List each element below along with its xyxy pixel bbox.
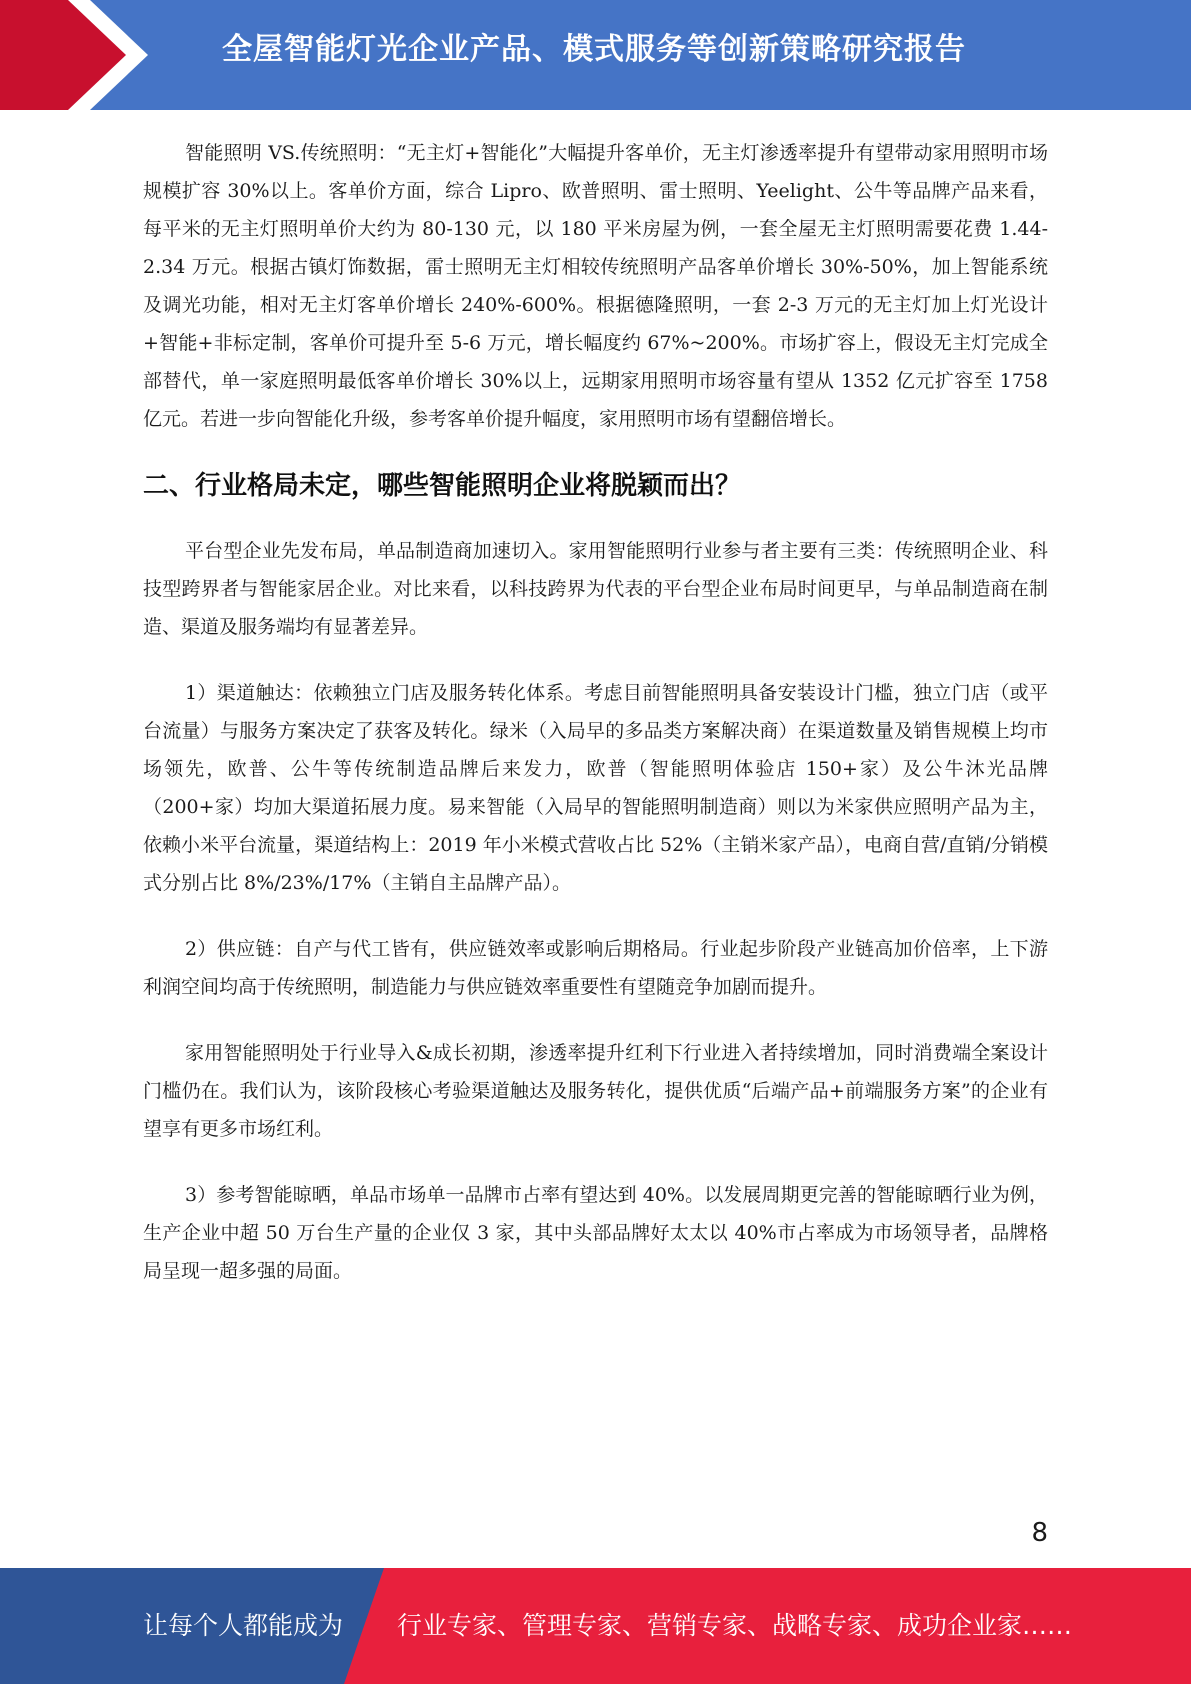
section-heading: 二、行业格局未定，哪些智能照明企业将脱颖而出？ bbox=[143, 471, 742, 501]
paragraph-smart-drying-reference: 3）参考智能晾晒，单品市场单一品牌市占率有望达到 40%。以发展周期更完善的智能晾晒行业为例，生产企业中超 50 万台生产量的企业仅 3 家，其中头部品牌好太太以 40%市占率成为市场领导者，品牌格局呈现一超多强的局面。 bbox=[143, 1184, 1048, 1282]
footer-slogan-left: 让每个人都能成为 bbox=[143, 1611, 344, 1640]
page-footer bbox=[0, 1568, 1191, 1684]
document-body bbox=[143, 134, 1048, 1290]
header-arrow-icon bbox=[0, 0, 160, 110]
paragraph-supply-chain: 2）供应链：自产与代工皆有，供应链效率或影响后期格局。行业起步阶段产业链高加价倍率，上下游利润空间均高于传统照明，制造能力与供应链效率重要性有望随竞争加剧而提升。 bbox=[143, 938, 1048, 998]
footer-slogan-right: 行业专家、管理专家、营销专家、战略专家、成功企业家…… bbox=[397, 1611, 1073, 1640]
paragraph-platform-enterprises: 平台型企业先发布局，单品制造商加速切入。家用智能照明行业参与者主要有三类：传统照明企业、科技型跨界者与智能家居企业。对比来看，以科技跨界为代表的平台型企业布局时间更早，与单品制造商在制造、渠道及服务端均有显著差异。 bbox=[143, 540, 1048, 638]
intro-paragraph: 智能照明 VS.传统照明：“无主灯+智能化”大幅提升客单价，无主灯渗透率提升有望带动家用照明市场规模扩容 30%以上。客单价方面，综合 Lipro、欧普照明、雷士照明、Yeelight、公牛等品牌产品来看，每平米的无主灯照明单价大约为 80-130 元，以 180 平米房屋为例，一套全屋无主灯照明需要花费 1.44-2.34 万元。根据古镇灯饰数据，雷士照明无主灯相较传统照明产品客单价增长 30%-50%，加上智能系统及调光功能，相对无主灯客单价增长 240%-600%。根据德隆照明，一套 2-3 万元的无主灯加上灯光设计+智能+非标定制，客单价可提升至 5-6 万元，增长幅度约 67%~200%。市场扩容上，假设无主灯完成全部替代，单一家庭照明最低客单价增长 30%以上，远期家用照明市场容量有望从 1352 亿元扩容至 1758 亿元。若进一步向智能化升级，参考客单价提升幅度，家用照明市场有望翻倍增长。 bbox=[143, 142, 1048, 430]
report-title: 全屋智能灯光企业产品、模式服务等创新策略研究报告 bbox=[222, 32, 966, 67]
paragraph-industry-stage: 家用智能照明处于行业导入&成长初期，渗透率提升红利下行业进入者持续增加，同时消费端全案设计门槛仍在。我们认为，该阶段核心考验渠道触达及服务转化，提供优质“后端产品+前端服务方案”的企业有望享有更多市场红利。 bbox=[143, 1042, 1048, 1140]
page-number: 8 bbox=[1031, 1518, 1048, 1548]
paragraph-channel-reach: 1）渠道触达：依赖独立门店及服务转化体系。考虑目前智能照明具备安装设计门槛，独立门店（或平台流量）与服务方案决定了获客及转化。绿米（入局早的多品类方案解决商）在渠道数量及销售规模上均市场领先，欧普、公牛等传统制造品牌后来发力，欧普（智能照明体验店 150+家）及公牛沐光品牌（200+家）均加大渠道拓展力度。易来智能（入局早的智能照明制造商）则以为米家供应照明产品为主，依赖小米平台流量，渠道结构上：2019 年小米模式营收占比 52%（主销米家产品），电商自营/直销/分销模式分别占比 8%/23%/17%（主销自主品牌产品）。 bbox=[143, 682, 1048, 894]
page-header bbox=[0, 0, 1191, 110]
